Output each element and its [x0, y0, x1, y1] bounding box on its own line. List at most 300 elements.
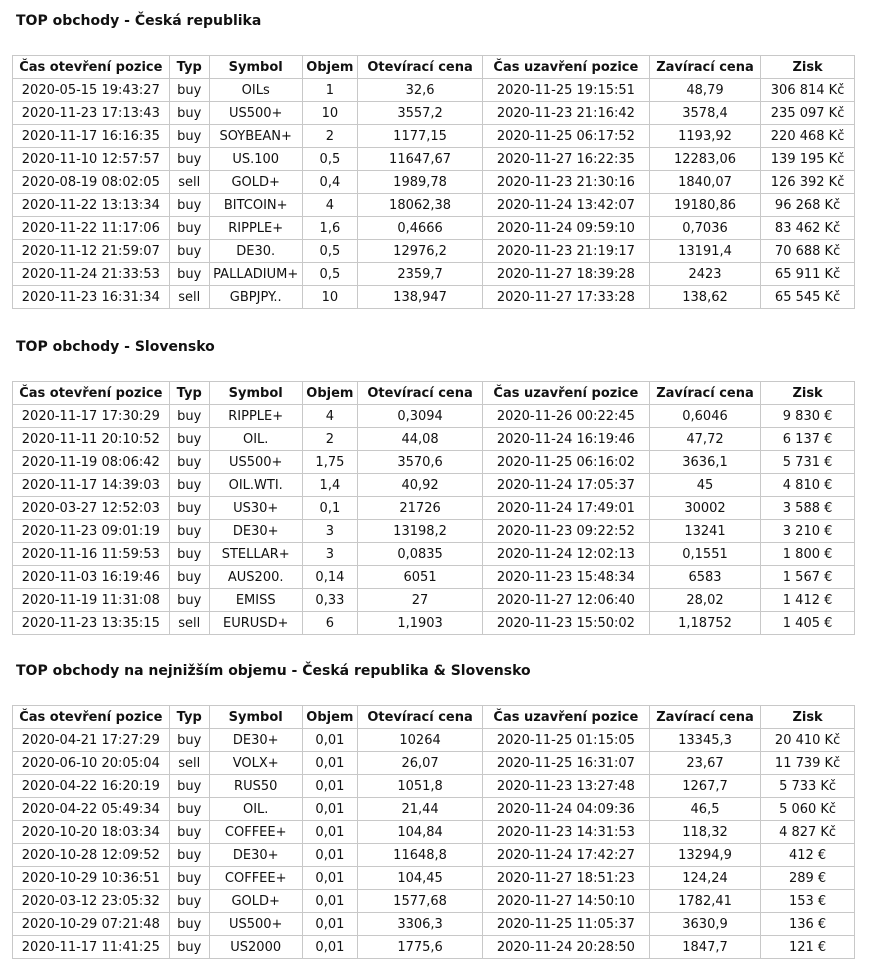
- volume-cell: 0,1: [302, 497, 358, 520]
- profit-cell: 4 810 €: [761, 474, 855, 497]
- close-price-cell: 2423: [649, 263, 760, 286]
- volume-header: Objem: [302, 382, 358, 405]
- close-price-cell: 138,62: [649, 286, 760, 309]
- table-row: [13, 589, 855, 612]
- symbol-cell: AUS200.: [209, 566, 302, 589]
- type-cell: buy: [169, 890, 209, 913]
- profit-header: Zisk: [761, 56, 855, 79]
- volume-header: Objem: [302, 706, 358, 729]
- symbol-cell: DE30.: [209, 240, 302, 263]
- symbol-cell: OIL.WTI.: [209, 474, 302, 497]
- close-price-cell: 28,02: [649, 589, 760, 612]
- close-price-cell: 23,67: [649, 752, 760, 775]
- volume-cell: 0,01: [302, 890, 358, 913]
- volume-cell: 0,01: [302, 844, 358, 867]
- table-row: [13, 79, 855, 102]
- section-title: TOP obchody - Česká republika: [16, 13, 262, 29]
- open-price-cell: 104,45: [358, 867, 483, 890]
- volume-cell: 0,14: [302, 566, 358, 589]
- symbol-cell: DE30+: [209, 844, 302, 867]
- close-price-cell: 0,7036: [649, 217, 760, 240]
- profit-cell: 3 588 €: [761, 497, 855, 520]
- profit-cell: 65 545 Kč: [761, 286, 855, 309]
- close-price-cell: 1840,07: [649, 171, 760, 194]
- open-price-cell: 3306,3: [358, 913, 483, 936]
- table-row: [13, 405, 855, 428]
- close-price-cell: 3636,1: [649, 451, 760, 474]
- close-price-cell: 46,5: [649, 798, 760, 821]
- volume-cell: 0,01: [302, 913, 358, 936]
- close-time-cell: 2020-11-25 19:15:51: [482, 79, 649, 102]
- open-time-cell: 2020-11-19 08:06:42: [13, 451, 170, 474]
- table-row: [13, 867, 855, 890]
- close-time-cell: 2020-11-25 16:31:07: [482, 752, 649, 775]
- open-price-cell: 32,6: [358, 79, 483, 102]
- profit-cell: 412 €: [761, 844, 855, 867]
- close-price-cell: 1193,92: [649, 125, 760, 148]
- table-row: [13, 194, 855, 217]
- type-cell: buy: [169, 125, 209, 148]
- volume-cell: 1,6: [302, 217, 358, 240]
- close-price-cell: 45: [649, 474, 760, 497]
- table-row: [13, 798, 855, 821]
- close-time-cell: 2020-11-24 16:19:46: [482, 428, 649, 451]
- open-time-cell: 2020-11-11 20:10:52: [13, 428, 170, 451]
- symbol-cell: GBPJPY..: [209, 286, 302, 309]
- open-price-cell: 3557,2: [358, 102, 483, 125]
- close-time-cell: 2020-11-27 18:39:28: [482, 263, 649, 286]
- trades-table: [12, 381, 855, 635]
- volume-cell: 0,01: [302, 867, 358, 890]
- profit-cell: 289 €: [761, 867, 855, 890]
- close-price-cell: 3630,9: [649, 913, 760, 936]
- table-row: [13, 102, 855, 125]
- type-cell: buy: [169, 543, 209, 566]
- profit-cell: 9 830 €: [761, 405, 855, 428]
- volume-cell: 0,01: [302, 821, 358, 844]
- open-time-cell: 2020-11-23 17:13:43: [13, 102, 170, 125]
- open-price-cell: 1577,68: [358, 890, 483, 913]
- close-price-cell: 1847,7: [649, 936, 760, 959]
- open-time-cell: 2020-04-21 17:27:29: [13, 729, 170, 752]
- open-price-cell: 10264: [358, 729, 483, 752]
- close-price-cell: 118,32: [649, 821, 760, 844]
- type-cell: sell: [169, 612, 209, 635]
- close-price-cell: 1267,7: [649, 775, 760, 798]
- close-price-cell: 13241: [649, 520, 760, 543]
- symbol-cell: EMISS: [209, 589, 302, 612]
- profit-cell: 5 733 Kč: [761, 775, 855, 798]
- table-header-row: [13, 56, 855, 79]
- close-time-cell: 2020-11-23 13:27:48: [482, 775, 649, 798]
- open-time-cell: 2020-10-29 10:36:51: [13, 867, 170, 890]
- profit-cell: 153 €: [761, 890, 855, 913]
- open-time-cell: 2020-04-22 16:20:19: [13, 775, 170, 798]
- open-price-cell: 21,44: [358, 798, 483, 821]
- open-time-header: Čas otevření pozice: [13, 56, 170, 79]
- open-price-cell: 0,4666: [358, 217, 483, 240]
- type-cell: sell: [169, 171, 209, 194]
- profit-cell: 1 567 €: [761, 566, 855, 589]
- table-row: [13, 612, 855, 635]
- open-price-cell: 1177,15: [358, 125, 483, 148]
- close-price-cell: 124,24: [649, 867, 760, 890]
- type-cell: buy: [169, 798, 209, 821]
- type-cell: buy: [169, 474, 209, 497]
- volume-cell: 2: [302, 428, 358, 451]
- table-row: [13, 125, 855, 148]
- open-time-cell: 2020-06-10 20:05:04: [13, 752, 170, 775]
- symbol-cell: US.100: [209, 148, 302, 171]
- profit-cell: 83 462 Kč: [761, 217, 855, 240]
- close-time-cell: 2020-11-24 12:02:13: [482, 543, 649, 566]
- table-row: [13, 566, 855, 589]
- close-time-cell: 2020-11-24 04:09:36: [482, 798, 649, 821]
- close-time-cell: 2020-11-23 21:30:16: [482, 171, 649, 194]
- open-time-cell: 2020-11-23 13:35:15: [13, 612, 170, 635]
- table-row: [13, 729, 855, 752]
- open-time-cell: 2020-03-12 23:05:32: [13, 890, 170, 913]
- profit-cell: 235 097 Kč: [761, 102, 855, 125]
- symbol-cell: OILs: [209, 79, 302, 102]
- close-price-cell: 13345,3: [649, 729, 760, 752]
- type-cell: buy: [169, 102, 209, 125]
- close-time-cell: 2020-11-27 16:22:35: [482, 148, 649, 171]
- open-time-header: Čas otevření pozice: [13, 382, 170, 405]
- open-time-cell: 2020-11-23 16:31:34: [13, 286, 170, 309]
- close-price-cell: 1,18752: [649, 612, 760, 635]
- open-time-cell: 2020-11-17 11:41:25: [13, 936, 170, 959]
- table-row: [13, 520, 855, 543]
- open-time-cell: 2020-04-22 05:49:34: [13, 798, 170, 821]
- volume-cell: 6: [302, 612, 358, 635]
- type-cell: buy: [169, 263, 209, 286]
- close-price-cell: 1782,41: [649, 890, 760, 913]
- open-price-header: Otevírací cena: [358, 56, 483, 79]
- symbol-cell: US500+: [209, 451, 302, 474]
- open-price-cell: 104,84: [358, 821, 483, 844]
- close-price-cell: 6583: [649, 566, 760, 589]
- open-price-cell: 0,0835: [358, 543, 483, 566]
- type-cell: buy: [169, 405, 209, 428]
- profit-cell: 306 814 Kč: [761, 79, 855, 102]
- open-price-cell: 26,07: [358, 752, 483, 775]
- volume-cell: 0,01: [302, 936, 358, 959]
- close-time-cell: 2020-11-25 06:16:02: [482, 451, 649, 474]
- close-time-header: Čas uzavření pozice: [482, 706, 649, 729]
- close-time-cell: 2020-11-24 20:28:50: [482, 936, 649, 959]
- table-row: [13, 286, 855, 309]
- symbol-cell: GOLD+: [209, 890, 302, 913]
- type-cell: buy: [169, 867, 209, 890]
- open-price-cell: 138,947: [358, 286, 483, 309]
- type-header: Typ: [169, 382, 209, 405]
- profit-cell: 70 688 Kč: [761, 240, 855, 263]
- open-price-cell: 2359,7: [358, 263, 483, 286]
- close-time-cell: 2020-11-24 17:05:37: [482, 474, 649, 497]
- volume-cell: 1: [302, 79, 358, 102]
- close-price-cell: 3578,4: [649, 102, 760, 125]
- open-time-cell: 2020-11-17 17:30:29: [13, 405, 170, 428]
- volume-cell: 0,01: [302, 798, 358, 821]
- volume-cell: 0,4: [302, 171, 358, 194]
- open-price-cell: 18062,38: [358, 194, 483, 217]
- profit-cell: 96 268 Kč: [761, 194, 855, 217]
- symbol-cell: OIL.: [209, 428, 302, 451]
- type-cell: buy: [169, 589, 209, 612]
- section-title: TOP obchody na nejnižším objemu - Česká republika & Slovensko: [16, 663, 531, 679]
- volume-cell: 4: [302, 405, 358, 428]
- close-price-cell: 19180,86: [649, 194, 760, 217]
- close-time-cell: 2020-11-24 09:59:10: [482, 217, 649, 240]
- close-price-cell: 30002: [649, 497, 760, 520]
- type-cell: buy: [169, 194, 209, 217]
- profit-cell: 220 468 Kč: [761, 125, 855, 148]
- type-cell: buy: [169, 913, 209, 936]
- profit-cell: 6 137 €: [761, 428, 855, 451]
- open-price-cell: 13198,2: [358, 520, 483, 543]
- close-price-header: Zavírací cena: [649, 382, 760, 405]
- close-time-cell: 2020-11-23 15:48:34: [482, 566, 649, 589]
- profit-header: Zisk: [761, 706, 855, 729]
- table-row: [13, 913, 855, 936]
- open-price-cell: 3570,6: [358, 451, 483, 474]
- type-cell: sell: [169, 752, 209, 775]
- type-cell: buy: [169, 566, 209, 589]
- section-title: TOP obchody - Slovensko: [16, 339, 215, 355]
- volume-cell: 2: [302, 125, 358, 148]
- open-time-cell: 2020-11-03 16:19:46: [13, 566, 170, 589]
- symbol-cell: US500+: [209, 102, 302, 125]
- table-row: [13, 451, 855, 474]
- close-time-cell: 2020-11-23 09:22:52: [482, 520, 649, 543]
- type-cell: buy: [169, 520, 209, 543]
- trades-table: [12, 705, 855, 959]
- volume-cell: 0,5: [302, 263, 358, 286]
- open-price-cell: 40,92: [358, 474, 483, 497]
- table-row: [13, 936, 855, 959]
- open-price-cell: 21726: [358, 497, 483, 520]
- table-row: [13, 543, 855, 566]
- symbol-cell: RIPPLE+: [209, 217, 302, 240]
- volume-cell: 4: [302, 194, 358, 217]
- open-time-header: Čas otevření pozice: [13, 706, 170, 729]
- profit-cell: 3 210 €: [761, 520, 855, 543]
- close-price-cell: 13294,9: [649, 844, 760, 867]
- close-time-cell: 2020-11-27 18:51:23: [482, 867, 649, 890]
- type-cell: buy: [169, 844, 209, 867]
- profit-cell: 121 €: [761, 936, 855, 959]
- close-price-header: Zavírací cena: [649, 56, 760, 79]
- close-time-header: Čas uzavření pozice: [482, 56, 649, 79]
- open-price-cell: 1775,6: [358, 936, 483, 959]
- symbol-header: Symbol: [209, 56, 302, 79]
- type-cell: buy: [169, 451, 209, 474]
- table-row: [13, 474, 855, 497]
- symbol-cell: GOLD+: [209, 171, 302, 194]
- table-row: [13, 821, 855, 844]
- type-cell: buy: [169, 79, 209, 102]
- open-time-cell: 2020-11-12 21:59:07: [13, 240, 170, 263]
- symbol-cell: US500+: [209, 913, 302, 936]
- open-price-cell: 11648,8: [358, 844, 483, 867]
- open-price-cell: 1051,8: [358, 775, 483, 798]
- close-time-cell: 2020-11-23 14:31:53: [482, 821, 649, 844]
- type-cell: buy: [169, 240, 209, 263]
- open-price-cell: 12976,2: [358, 240, 483, 263]
- close-time-cell: 2020-11-24 17:42:27: [482, 844, 649, 867]
- open-price-header: Otevírací cena: [358, 706, 483, 729]
- table-row: [13, 497, 855, 520]
- profit-cell: 1 800 €: [761, 543, 855, 566]
- symbol-header: Symbol: [209, 382, 302, 405]
- volume-cell: 0,5: [302, 240, 358, 263]
- close-time-cell: 2020-11-23 21:19:17: [482, 240, 649, 263]
- volume-cell: 0,01: [302, 775, 358, 798]
- table-row: [13, 752, 855, 775]
- symbol-cell: RUS50: [209, 775, 302, 798]
- symbol-cell: OIL.: [209, 798, 302, 821]
- table-row: [13, 217, 855, 240]
- close-price-cell: 0,6046: [649, 405, 760, 428]
- type-cell: buy: [169, 821, 209, 844]
- open-time-cell: 2020-11-19 11:31:08: [13, 589, 170, 612]
- close-time-cell: 2020-11-23 21:16:42: [482, 102, 649, 125]
- open-time-cell: 2020-10-29 07:21:48: [13, 913, 170, 936]
- volume-cell: 1,75: [302, 451, 358, 474]
- profit-cell: 65 911 Kč: [761, 263, 855, 286]
- symbol-cell: US2000: [209, 936, 302, 959]
- symbol-cell: BITCOIN+: [209, 194, 302, 217]
- volume-cell: 3: [302, 520, 358, 543]
- profit-cell: 5 731 €: [761, 451, 855, 474]
- symbol-cell: EURUSD+: [209, 612, 302, 635]
- close-time-cell: 2020-11-24 17:49:01: [482, 497, 649, 520]
- close-time-cell: 2020-11-26 00:22:45: [482, 405, 649, 428]
- symbol-cell: RIPPLE+: [209, 405, 302, 428]
- open-time-cell: 2020-10-20 18:03:34: [13, 821, 170, 844]
- volume-cell: 10: [302, 286, 358, 309]
- symbol-cell: COFFEE+: [209, 821, 302, 844]
- open-time-cell: 2020-11-24 21:33:53: [13, 263, 170, 286]
- open-time-cell: 2020-11-10 12:57:57: [13, 148, 170, 171]
- open-time-cell: 2020-05-15 19:43:27: [13, 79, 170, 102]
- volume-cell: 0,33: [302, 589, 358, 612]
- open-time-cell: 2020-11-16 11:59:53: [13, 543, 170, 566]
- type-cell: buy: [169, 775, 209, 798]
- close-price-cell: 12283,06: [649, 148, 760, 171]
- symbol-header: Symbol: [209, 706, 302, 729]
- open-price-cell: 1989,78: [358, 171, 483, 194]
- table-row: [13, 240, 855, 263]
- table-header-row: [13, 382, 855, 405]
- profit-cell: 139 195 Kč: [761, 148, 855, 171]
- open-time-cell: 2020-03-27 12:52:03: [13, 497, 170, 520]
- open-price-cell: 1,1903: [358, 612, 483, 635]
- symbol-cell: PALLADIUM+: [209, 263, 302, 286]
- type-cell: buy: [169, 936, 209, 959]
- volume-cell: 10: [302, 102, 358, 125]
- open-time-cell: 2020-11-23 09:01:19: [13, 520, 170, 543]
- profit-cell: 5 060 Kč: [761, 798, 855, 821]
- symbol-cell: VOLX+: [209, 752, 302, 775]
- symbol-cell: DE30+: [209, 729, 302, 752]
- close-price-cell: 48,79: [649, 79, 760, 102]
- symbol-cell: DE30+: [209, 520, 302, 543]
- open-time-cell: 2020-11-22 11:17:06: [13, 217, 170, 240]
- close-time-cell: 2020-11-25 11:05:37: [482, 913, 649, 936]
- close-time-cell: 2020-11-23 15:50:02: [482, 612, 649, 635]
- open-price-cell: 44,08: [358, 428, 483, 451]
- close-price-header: Zavírací cena: [649, 706, 760, 729]
- type-cell: buy: [169, 148, 209, 171]
- close-time-cell: 2020-11-25 01:15:05: [482, 729, 649, 752]
- table-row: [13, 171, 855, 194]
- close-time-cell: 2020-11-24 13:42:07: [482, 194, 649, 217]
- open-price-cell: 11647,67: [358, 148, 483, 171]
- volume-cell: 1,4: [302, 474, 358, 497]
- profit-header: Zisk: [761, 382, 855, 405]
- open-time-cell: 2020-11-17 14:39:03: [13, 474, 170, 497]
- open-time-cell: 2020-08-19 08:02:05: [13, 171, 170, 194]
- table-row: [13, 890, 855, 913]
- type-cell: sell: [169, 286, 209, 309]
- type-cell: buy: [169, 217, 209, 240]
- open-price-cell: 0,3094: [358, 405, 483, 428]
- volume-cell: 0,01: [302, 729, 358, 752]
- symbol-cell: US30+: [209, 497, 302, 520]
- type-cell: buy: [169, 497, 209, 520]
- open-price-cell: 6051: [358, 566, 483, 589]
- open-time-cell: 2020-10-28 12:09:52: [13, 844, 170, 867]
- close-time-cell: 2020-11-27 12:06:40: [482, 589, 649, 612]
- symbol-cell: STELLAR+: [209, 543, 302, 566]
- close-time-cell: 2020-11-25 06:17:52: [482, 125, 649, 148]
- profit-cell: 136 €: [761, 913, 855, 936]
- table-row: [13, 844, 855, 867]
- table-row: [13, 148, 855, 171]
- close-time-header: Čas uzavření pozice: [482, 382, 649, 405]
- close-price-cell: 0,1551: [649, 543, 760, 566]
- table-row: [13, 428, 855, 451]
- profit-cell: 11 739 Kč: [761, 752, 855, 775]
- profit-cell: 1 405 €: [761, 612, 855, 635]
- close-price-cell: 47,72: [649, 428, 760, 451]
- close-price-cell: 13191,4: [649, 240, 760, 263]
- type-cell: buy: [169, 729, 209, 752]
- profit-cell: 20 410 Kč: [761, 729, 855, 752]
- open-price-header: Otevírací cena: [358, 382, 483, 405]
- close-time-cell: 2020-11-27 14:50:10: [482, 890, 649, 913]
- type-cell: buy: [169, 428, 209, 451]
- profit-cell: 4 827 Kč: [761, 821, 855, 844]
- volume-cell: 0,01: [302, 752, 358, 775]
- volume-header: Objem: [302, 56, 358, 79]
- trades-table: [12, 55, 855, 309]
- type-header: Typ: [169, 56, 209, 79]
- profit-cell: 1 412 €: [761, 589, 855, 612]
- open-time-cell: 2020-11-22 13:13:34: [13, 194, 170, 217]
- table-row: [13, 263, 855, 286]
- table-header-row: [13, 706, 855, 729]
- volume-cell: 0,5: [302, 148, 358, 171]
- profit-cell: 126 392 Kč: [761, 171, 855, 194]
- symbol-cell: SOYBEAN+: [209, 125, 302, 148]
- type-header: Typ: [169, 706, 209, 729]
- symbol-cell: COFFEE+: [209, 867, 302, 890]
- volume-cell: 3: [302, 543, 358, 566]
- open-price-cell: 27: [358, 589, 483, 612]
